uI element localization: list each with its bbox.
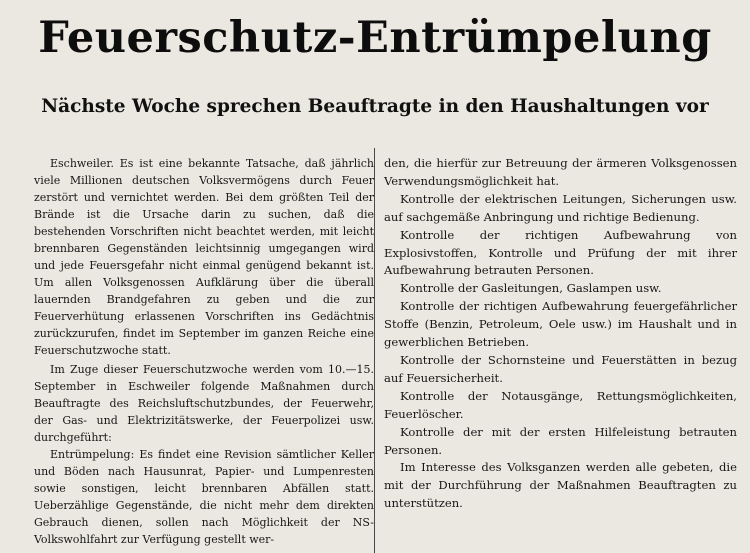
paragraph: Eschweiler. Es ist eine bekannte Tatsache, daß jährlich viele Millionen deutschen Volksvermögens durch Feuer zerstört und vernichtet werden. Bei dem größten Teil der Brände ist die Ursache darin zu suchen, daß die bestehenden Vorschriften nicht beachtet werden, mit leicht brennbaren Gegenständen leichtsinnig umgegangen wird und jede Feuersgefahr nicht einmal genügend bekannt ist. Um allen Volksgenossen Aufklärung über die überall lauernden Brandgefahren zu geben und die zur Feuerverhütung erlassenen Vorschriften ins Gedächtnis zurückzurufen, findet im September im ganzen Reiche eine Feuerschutzwoche statt. xyxy=(34,157,374,357)
paragraph: Entrümpelung: Es findet eine Revision sämtlicher Keller und Böden nach Hausunrat, Papier- und Lumpenresten sowie sonstigen, leicht brennbaren Abfällen statt. Ueberzählige Gegenstände, die nicht mehr dem direkten Gebrauch dienen, sollen nach Möglichkeit der NS-Volkswohlfahrt zur Verfügung gestellt wer- xyxy=(34,448,374,546)
paragraph: Kontrolle der Schornsteine und Feuerstätten in bezug auf Feuersicherheit. xyxy=(384,352,737,385)
paragraph: den, die hierfür zur Betreuung der ärmeren Volksgenossen Verwendungsmöglichkeit hat. xyxy=(384,156,737,188)
paragraph: Kontrolle der Notausgänge, Rettungsmöglichkeiten, Feuerlöscher. xyxy=(384,388,737,421)
paragraph: Im Interesse des Volksganzen werden alle gebeten, die mit der Durchführung der Maßnahmen Beauftragten zu unterstützen. xyxy=(384,460,737,511)
left-column xyxy=(34,155,374,548)
paragraph: Kontrolle der richtigen Aufbewahrung von Explosivstoffen, Kontrolle und Prüfung der mit ihrer Aufbewahrung betrauten Personen. xyxy=(384,227,737,278)
paragraph: Im Zuge dieser Feuerschutzwoche werden vom 10.—15. September in Eschweiler folgende Maßnahmen durch Beauftragte des Reichsluftschutzbundes, der Feuerwehr, der Gas- und Elektrizitätswerke, der Feuerpolizei usw. durchgeführt: xyxy=(34,363,374,444)
paragraph: Kontrolle der Gasleitungen, Gaslampen usw. xyxy=(400,281,662,296)
headline: Feuerschutz-Entrümpelung xyxy=(38,13,712,63)
paragraph: Kontrolle der mit der ersten Hilfeleistung betrauten Personen. xyxy=(384,424,737,457)
paragraph: Kontrolle der elektrischen Leitungen, Sicherungen usw. auf sachgemäße Anbringung und richtige Bedienung. xyxy=(384,191,737,224)
paragraph: Kontrolle der richtigen Aufbewahrung feuergefährlicher Stoffe (Benzin, Petroleum, Oele usw.) im Haushalt und in gewerblichen Betrieben. xyxy=(384,299,737,350)
column-divider xyxy=(374,148,375,553)
right-column xyxy=(384,155,737,513)
subheadline: Nächste Woche sprechen Beauftragte in den Haushaltungen vor xyxy=(41,96,709,117)
